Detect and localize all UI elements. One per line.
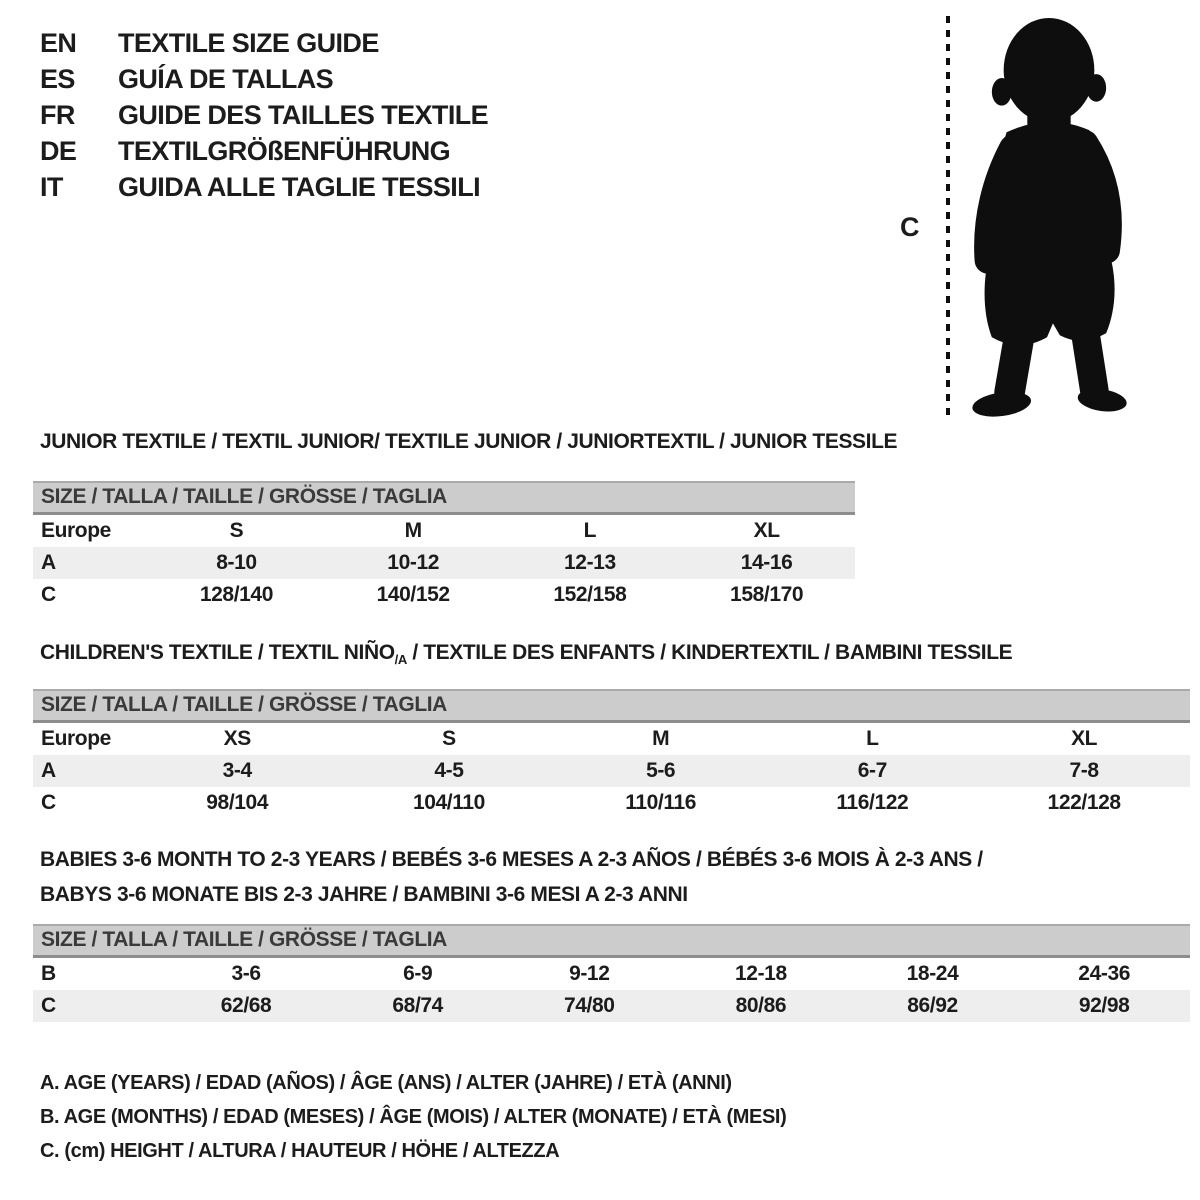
size-cell: 116/122	[836, 791, 909, 814]
size-cell: 128/140	[199, 583, 273, 606]
lang-code: DE	[40, 136, 77, 166]
children-size-table	[33, 689, 1190, 819]
size-cell: 10-12	[325, 547, 502, 579]
legend-line-b: B. AGE (MONTHS) / EDAD (MESES) / ÂGE (MOIS) / ALTER (MONATE) / ETÀ (MESI)	[40, 1106, 787, 1128]
size-cell: 3-4	[131, 755, 343, 787]
table-row-age	[33, 755, 1190, 787]
table-row-europe	[33, 722, 1190, 756]
size-cell: XS	[223, 727, 251, 750]
height-dashed-line	[946, 16, 950, 418]
size-cell: 9-12	[569, 962, 610, 985]
size-cell: 152/158	[553, 583, 627, 606]
row-label: B	[41, 962, 56, 985]
table-row-height	[33, 990, 1190, 1022]
size-cell: 98/104	[206, 791, 269, 814]
size-cell: 86/92	[847, 990, 1019, 1022]
row-label: C	[33, 990, 160, 1022]
table-row-height	[33, 579, 855, 611]
babies-size-table	[33, 924, 1190, 1022]
size-header-bar: SIZE / TALLA / TAILLE / GRÖSSE / TAGLIA	[33, 925, 1190, 957]
size-cell: 12-13	[502, 547, 679, 579]
row-label: A	[33, 755, 131, 787]
size-cell: 62/68	[160, 990, 332, 1022]
size-cell: S	[229, 519, 244, 542]
lang-code: EN	[40, 28, 77, 58]
lang-title: GUÍA DE TALLAS	[118, 64, 334, 94]
size-header-bar: SIZE / TALLA / TAILLE / GRÖSSE / TAGLIA	[33, 482, 855, 514]
table-row-height	[33, 787, 1190, 819]
size-cell: XL	[1071, 727, 1098, 750]
size-cell: 8-10	[148, 547, 325, 579]
size-cell: 140/152	[376, 583, 450, 606]
children-title-sub: /A	[394, 652, 407, 668]
table-row-age	[33, 547, 855, 579]
size-cell: 14-16	[678, 547, 855, 579]
table-row-europe	[33, 514, 855, 548]
size-cell: XL	[753, 519, 780, 542]
row-label: Europe	[41, 519, 111, 542]
children-title-pre: CHILDREN'S TEXTILE / TEXTIL NIÑO	[40, 641, 395, 664]
legend-line-a: A. AGE (YEARS) / EDAD (AÑOS) / ÂGE (ANS) / ALTER (JAHRE) / ETÀ (ANNI)	[40, 1072, 732, 1094]
row-label: C	[41, 583, 56, 606]
size-cell: 3-6	[231, 962, 261, 985]
language-title-list	[40, 30, 488, 201]
height-label: C	[900, 212, 920, 242]
size-cell: 104/110	[412, 791, 485, 814]
children-section-title	[40, 641, 1012, 672]
lang-title: GUIDA ALLE TAGLIE TESSILI	[118, 172, 480, 202]
babies-section-title-line1: BABIES 3-6 MONTH TO 2-3 YEARS / BEBÉS 3-6 MESES A 2-3 AÑOS / BÉBÉS 3-6 MOIS À 2-3 ANS /	[40, 848, 983, 871]
lang-title: GUIDE DES TAILLES TEXTILE	[118, 100, 489, 130]
size-cell: 18-24	[906, 962, 959, 985]
size-cell: L	[583, 519, 597, 542]
size-cell: 74/80	[503, 990, 675, 1022]
lang-code: ES	[40, 64, 75, 94]
junior-section-title: JUNIOR TEXTILE / TEXTIL JUNIOR/ TEXTILE JUNIOR / JUNIORTEXTIL / JUNIOR TESSILE	[40, 430, 898, 453]
row-label: C	[41, 791, 56, 814]
size-cell: 122/128	[1047, 791, 1121, 814]
legend	[40, 1066, 786, 1168]
lang-title: TEXTILE SIZE GUIDE	[118, 28, 379, 58]
row-label: A	[33, 547, 148, 579]
size-cell: M	[404, 519, 422, 542]
junior-size-table	[33, 481, 855, 611]
lang-code: FR	[40, 100, 75, 130]
lang-code: IT	[40, 172, 63, 202]
size-cell: 6-9	[403, 962, 433, 985]
size-cell: 68/74	[332, 990, 504, 1022]
table-row-months	[33, 957, 1190, 991]
size-header-bar: SIZE / TALLA / TAILLE / GRÖSSE / TAGLIA	[33, 690, 1190, 722]
size-cell: 7-8	[978, 755, 1190, 787]
size-cell: M	[652, 727, 670, 750]
size-cell: 12-18	[735, 962, 787, 985]
babies-section-title-line2: BABYS 3-6 MONATE BIS 2-3 JAHRE / BAMBINI 3-6 MESI A 2-3 ANNI	[40, 883, 688, 906]
size-cell: 24-36	[1078, 962, 1131, 985]
size-cell: 92/98	[1018, 990, 1190, 1022]
size-cell: 110/116	[625, 791, 697, 814]
lang-title: TEXTILGRÖßENFÜHRUNG	[118, 136, 451, 166]
size-cell: 4-5	[343, 755, 555, 787]
children-title-post: / TEXTILE DES ENFANTS / KINDERTEXTIL / BAMBINI TESSILE	[406, 641, 1013, 664]
size-cell: 158/170	[730, 583, 804, 606]
legend-line-c: C. (cm) HEIGHT / ALTURA / HAUTEUR / HÖHE / ALTEZZA	[40, 1140, 560, 1162]
size-cell: L	[866, 727, 879, 750]
size-cell: S	[442, 727, 456, 750]
size-cell: 80/86	[675, 990, 847, 1022]
size-cell: 5-6	[555, 755, 767, 787]
toddler-silhouette-icon	[956, 14, 1141, 418]
size-cell: 6-7	[767, 755, 979, 787]
row-label: Europe	[41, 727, 111, 750]
